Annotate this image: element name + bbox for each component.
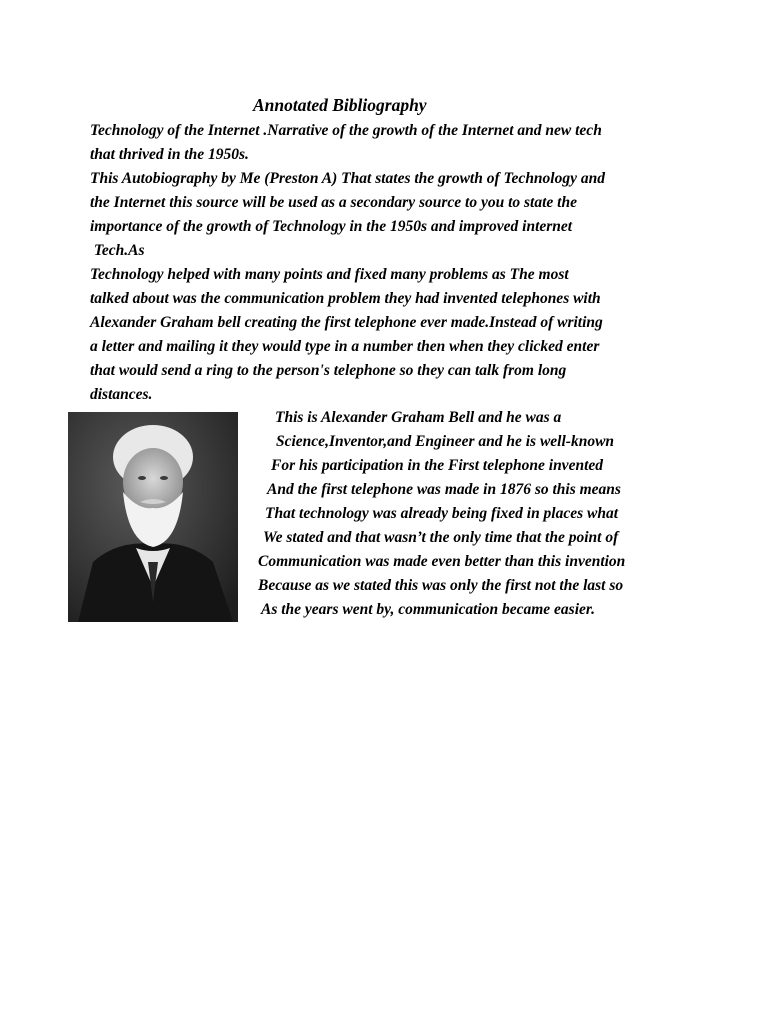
intro-line: Technology of the Internet .Narrative of the growth of the Internet and new tech [90,122,602,139]
caption-line: Communication was made even better than this invention [258,553,626,570]
caption-line: As the years went by, communication became easier. [261,601,595,618]
intro-line: Technology helped with many points and fixed many problems as The most [90,266,569,283]
intro-line: talked about was the communication problem they had invented telephones with [90,290,601,307]
intro-line: that would send a ring to the person's telephone so they can talk from long [90,362,567,379]
caption-line: And the first telephone was made in 1876 so this means [267,481,621,498]
document-title: Annotated Bibliography [253,95,427,115]
intro-line: the Internet this source will be used as a secondary source to you to state the [90,194,577,211]
intro-line: This Autobiography by Me (Preston A) That states the growth of Technology and [90,170,605,187]
intro-line: distances. [90,386,153,403]
intro-line: Tech.As [90,242,145,259]
caption-line: Because as we stated this was only the first not the last so [258,577,624,594]
caption-line: This is Alexander Graham Bell and he was a [275,409,562,426]
caption-line: That technology was already being fixed in places what [265,505,619,522]
caption-line: Science,Inventor,and Engineer and he is well-known [276,433,615,450]
portrait-photo [68,412,238,622]
intro-line: a letter and mailing it they would type in a number then when they clicked enter [90,338,600,355]
caption-line: We stated and that wasn’t the only time that the point of [263,529,619,546]
caption-line: For his participation in the First telephone invented [271,457,604,474]
intro-line: importance of the growth of Technology in the 1950s and improved internet [90,218,573,235]
intro-line: that thrived in the 1950s. [90,146,249,163]
intro-line: Alexander Graham bell creating the first telephone ever made.Instead of writing [90,314,603,331]
intro-paragraph [90,119,730,407]
